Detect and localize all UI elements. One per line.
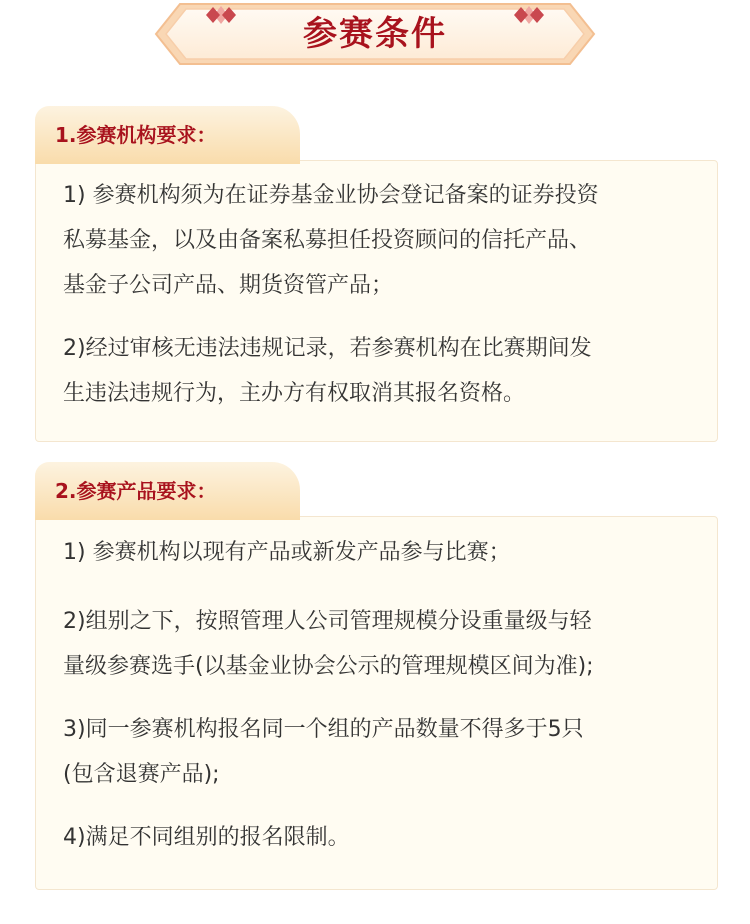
section-tab <box>35 106 300 164</box>
text-line: 私募基金，以及由备案私募担任投资顾问的信托产品、 <box>63 228 592 253</box>
paragraph <box>63 326 703 416</box>
paragraph <box>63 707 703 797</box>
text-line: 4)满足不同组别的报名限制。 <box>63 825 350 850</box>
text-line: 基金子公司产品、期货资管产品； <box>63 273 394 298</box>
text-line: 3)同一参赛机构报名同一个组的产品数量不得多于5只 <box>63 717 584 742</box>
section-institution-requirements <box>35 106 718 442</box>
text-line: 1) 参赛机构以现有产品或新发产品参与比赛； <box>63 540 511 565</box>
text-line: 2)组别之下，按照管理人公司管理规模分设重量级与轻 <box>63 609 592 634</box>
paragraph <box>63 530 703 575</box>
section-heading: 2.参赛产品要求： <box>55 479 217 503</box>
section-tab <box>35 462 300 520</box>
paragraph <box>63 173 703 308</box>
paragraph <box>63 599 703 689</box>
page-title: 参赛条件 <box>303 14 447 54</box>
section-heading: 1.参赛机构要求： <box>55 123 217 147</box>
title-banner <box>154 2 596 66</box>
text-line: 量级参赛选手(以基金业协会公示的管理规模区间为准); <box>63 654 594 679</box>
section-card <box>35 516 718 890</box>
text-line: (包含退赛产品); <box>63 762 220 787</box>
section-product-requirements <box>35 462 718 890</box>
text-line: 1) 参赛机构须为在证券基金业协会登记备案的证券投资 <box>63 183 599 208</box>
section-card <box>35 160 718 442</box>
paragraph <box>63 815 703 860</box>
text-line: 2)经过审核无违法违规记录，若参赛机构在比赛期间发 <box>63 336 592 361</box>
text-line: 生违法违规行为，主办方有权取消其报名资格。 <box>63 381 526 406</box>
